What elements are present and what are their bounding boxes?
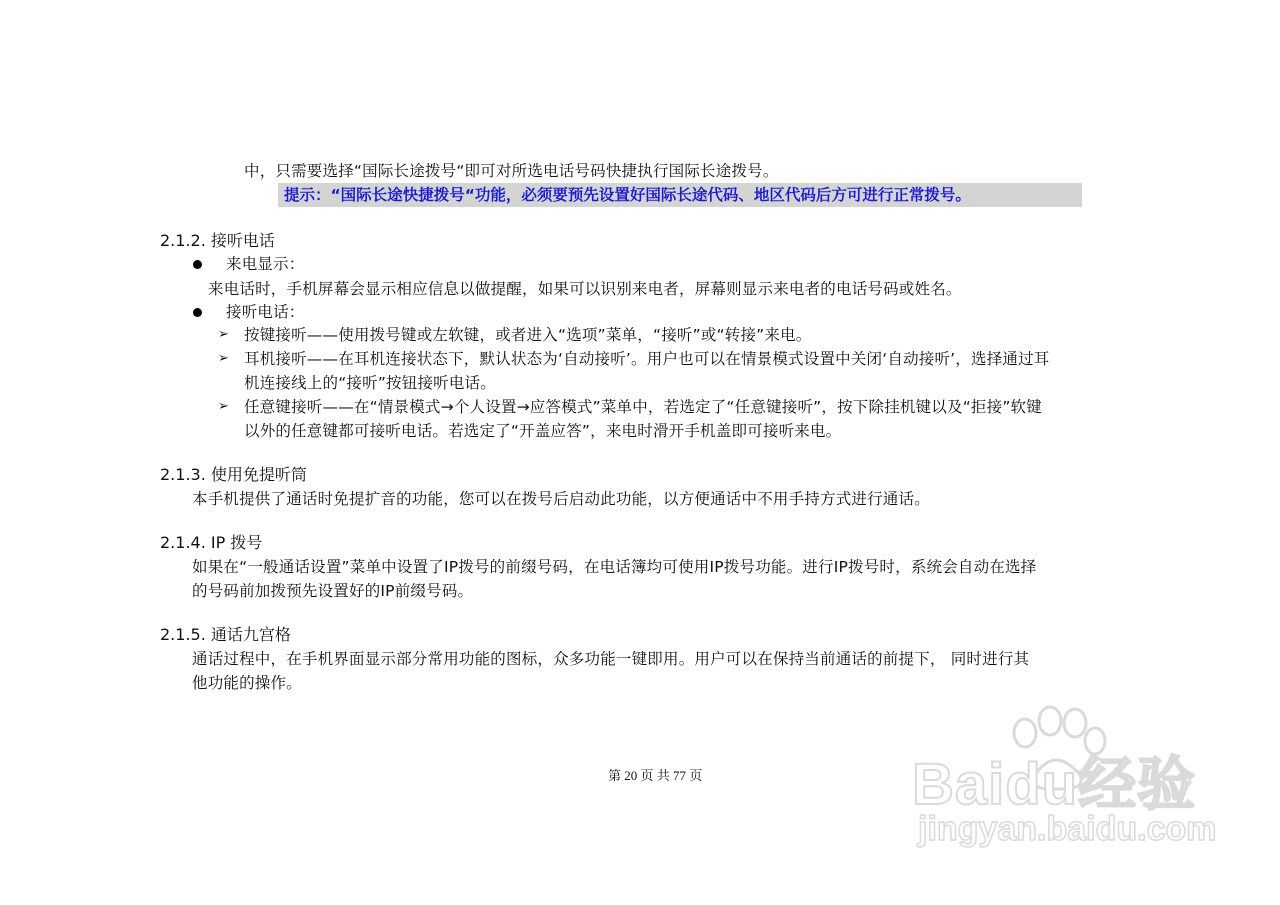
section-heading-2-1-4: 2.1.4. IP 拨号 [160, 533, 263, 552]
paragraph-handsfree: 本手机提供了通话时免提扩音的功能，您可以在拨号后启动此功能，以方便通话中不用手持方式进行通话。 [192, 490, 930, 508]
paragraph-ip-dial-line2: 的号码前加拨预先设置好的IP前缀号码。 [192, 582, 474, 600]
paragraph-incoming-display: 来电话时，手机屏幕会显示相应信息以做提醒，如果可以识别来电者，屏幕则显示来电者的电话号码或姓名。 [208, 280, 962, 298]
page-number-footer: 第 20 页 共 77 页 [608, 768, 703, 783]
watermark-brand-text: Baidu经验 [912, 752, 1197, 817]
paragraph-ip-dial-line1: 如果在“一般通话设置”菜单中设置了IP拨号的前缀号码，在电话簿均可使用IP拨号功能。进行IP拨号时，系统会自动在选择 [192, 558, 1037, 576]
bullet-label-answer-call: 接听电话： [226, 303, 305, 321]
list-item-any-key-answer-line2: 以外的任意键都可接听电话。若选定了“开盖应答”，来电时滑开手机盖即可接听来电。 [244, 422, 842, 440]
list-item-key-answer: 按键接听——使用拨号键或左软键，或者进入“选项”菜单，“接听”或“转接”来电。 [244, 326, 812, 344]
baidu-watermark [900, 715, 1220, 865]
paragraph-continuation: 中，只需要选择“国际长途拨号“即可对所选电话号码快捷执行国际长途拨号。 [244, 162, 779, 180]
list-item-headset-answer-line2: 机连接线上的“接听”按钮接听电话。 [244, 374, 496, 392]
filled-circle-icon [193, 308, 202, 317]
section-heading-2-1-5: 2.1.5. 通话九宫格 [160, 625, 291, 644]
tip-text: 提示：“国际长途快捷拨号“功能，必须要预先设置好国际长途代码、地区代码后方可进行正常拨号。 [284, 186, 971, 204]
watermark-url-text: jingyan.baidu.com [918, 810, 1217, 848]
arrow-right-icon: ➢ [218, 399, 229, 414]
arrow-right-icon: ➢ [218, 351, 229, 366]
filled-circle-icon [193, 260, 202, 269]
section-heading-2-1-3: 2.1.3. 使用免提听筒 [160, 465, 307, 484]
bullet-label-incoming-display: 来电显示： [226, 255, 305, 273]
section-heading-2-1-2: 2.1.2. 接听电话 [160, 231, 275, 250]
paragraph-call-grid-line2: 他功能的操作。 [192, 674, 302, 692]
list-item-headset-answer-line1: 耳机接听——在耳机连接状态下，默认状态为‘自动接听’。用户也可以在情景模式设置中关闭‘自动接听’，选择通过耳 [244, 350, 1050, 368]
list-item-any-key-answer-line1: 任意键接听——在“情景模式→个人设置→应答模式”菜单中，若选定了“任意键接听”，按下除挂机键以及“拒接”软键 [244, 398, 1042, 416]
arrow-right-icon: ➢ [218, 327, 229, 342]
paragraph-call-grid-line1: 通话过程中，在手机界面显示部分常用功能的图标，众多功能一键即用。用户可以在保持当前通话的前提下， 同时进行其 [192, 650, 1030, 668]
